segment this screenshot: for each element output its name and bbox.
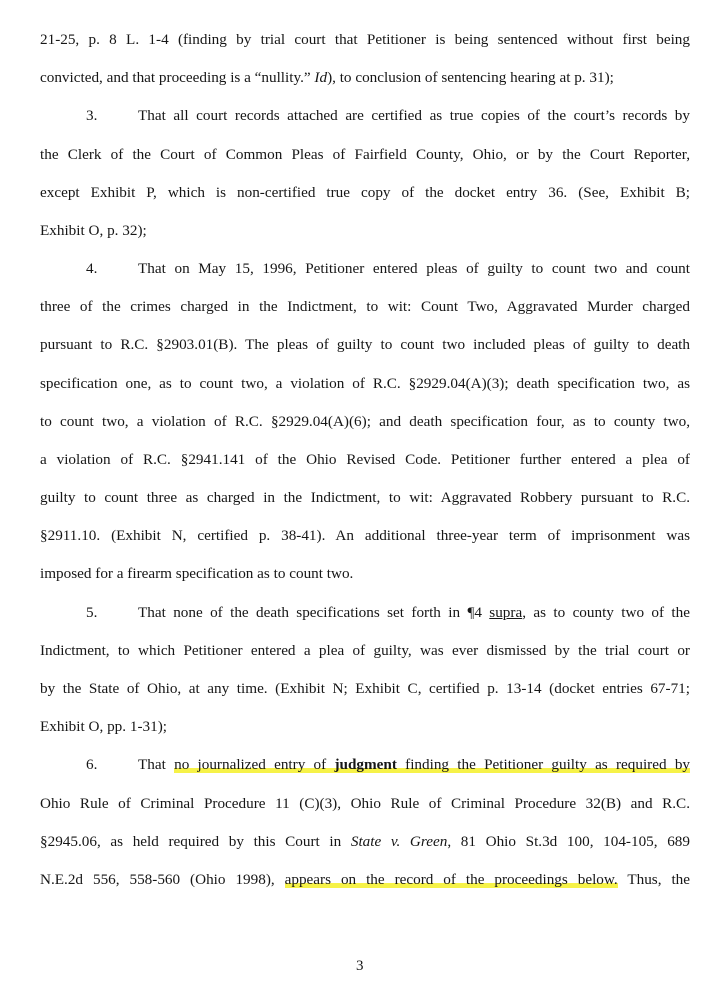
text-fragment: That bbox=[138, 756, 175, 773]
text-line: That all court records attached are certified as true copies of the court’s records by bbox=[138, 107, 690, 124]
text-line: 21-25, p. 8 L. 1-4 (finding by trial court that Petitioner is being sentenced without first being bbox=[40, 31, 690, 48]
text-line bbox=[40, 68, 614, 88]
text-line bbox=[40, 832, 690, 852]
text-line: Exhibit O, p. 32); bbox=[40, 222, 147, 239]
text-line: That on May 15, 1996, Petitioner entered pleas of guilty to count two and count bbox=[138, 260, 690, 277]
case-citation: State v. Green bbox=[350, 833, 448, 850]
text-line: guilty to count three as charged in the Indictment, to wit: Aggravated Robbery pursuant to R.C. bbox=[40, 489, 690, 506]
text-line bbox=[40, 870, 690, 890]
paragraph-number: 3. bbox=[86, 107, 98, 124]
highlighted-text: no journalized entry of judgment finding the Petitioner guilty as required by bbox=[174, 756, 691, 773]
highlighted-text: appears on the record of the proceedings below. bbox=[284, 871, 618, 888]
text-fragment: , 81 Ohio St.3d 100, 104-105, 689 bbox=[447, 833, 690, 850]
text-line: three of the crimes charged in the Indictment, to wit: Count Two, Aggravated Murder charged bbox=[40, 298, 690, 315]
text-line: Ohio Rule of Criminal Procedure 11 (C)(3), Ohio Rule of Criminal Procedure 32(B) and R.C. bbox=[40, 795, 690, 812]
text-fragment: §2945.06, as held required by this Court in bbox=[40, 833, 351, 850]
text-fragment: N.E.2d 556, 558-560 (Ohio 1998), bbox=[40, 871, 285, 888]
text-line: by the State of Ohio, at any time. (Exhibit N; Exhibit C, certified p. 13-14 (docket entries 67-71; bbox=[40, 680, 690, 697]
text-line: pursuant to R.C. §2903.01(B). The pleas of guilty to count two included pleas of guilty to death bbox=[40, 336, 690, 353]
paragraph-number: 6. bbox=[86, 756, 98, 773]
text-fragment: convicted, and that proceeding is a “nullity.” bbox=[40, 69, 315, 86]
text-line: to count two, a violation of R.C. §2929.04(A)(6); and death specification four, as to county two, bbox=[40, 413, 690, 430]
text-line: specification one, as to count two, a violation of R.C. §2929.04(A)(3); death specification two, as bbox=[40, 375, 690, 392]
text-line bbox=[138, 755, 690, 775]
text-fragment: That none of the death specifications set forth in ¶4 bbox=[138, 604, 490, 621]
text-line: the Clerk of the Court of Common Pleas of Fairfield County, Ohio, or by the Court Reporter, bbox=[40, 146, 690, 163]
text-line: §2911.10. (Exhibit N, certified p. 38-41). An additional three-year term of imprisonment was bbox=[40, 527, 690, 544]
paragraph-number: 5. bbox=[86, 604, 98, 621]
text-line: a violation of R.C. §2941.141 of the Ohio Revised Code. Petitioner further entered a plea of bbox=[40, 451, 690, 468]
text-line bbox=[138, 603, 690, 623]
text-line: Indictment, to which Petitioner entered a plea of guilty, was ever dismissed by the trial court or bbox=[40, 642, 690, 659]
text-fragment: judgment bbox=[334, 756, 397, 773]
text-fragment: ), to conclusion of sentencing hearing at p. 31); bbox=[327, 69, 614, 86]
paragraph-number: 4. bbox=[86, 260, 98, 277]
text-line: except Exhibit P, which is non-certified true copy of the docket entry 36. (See, Exhibit B; bbox=[40, 184, 690, 201]
text-fragment: Id bbox=[314, 69, 328, 86]
page-number: 3 bbox=[356, 958, 364, 974]
text-fragment: Thus, the bbox=[617, 871, 691, 888]
text-line: imposed for a firearm specification as to count two. bbox=[40, 565, 354, 582]
text-fragment: supra bbox=[489, 604, 523, 621]
text-line: Exhibit O, pp. 1-31); bbox=[40, 718, 167, 735]
text-fragment: , as to county two of the bbox=[522, 604, 690, 621]
